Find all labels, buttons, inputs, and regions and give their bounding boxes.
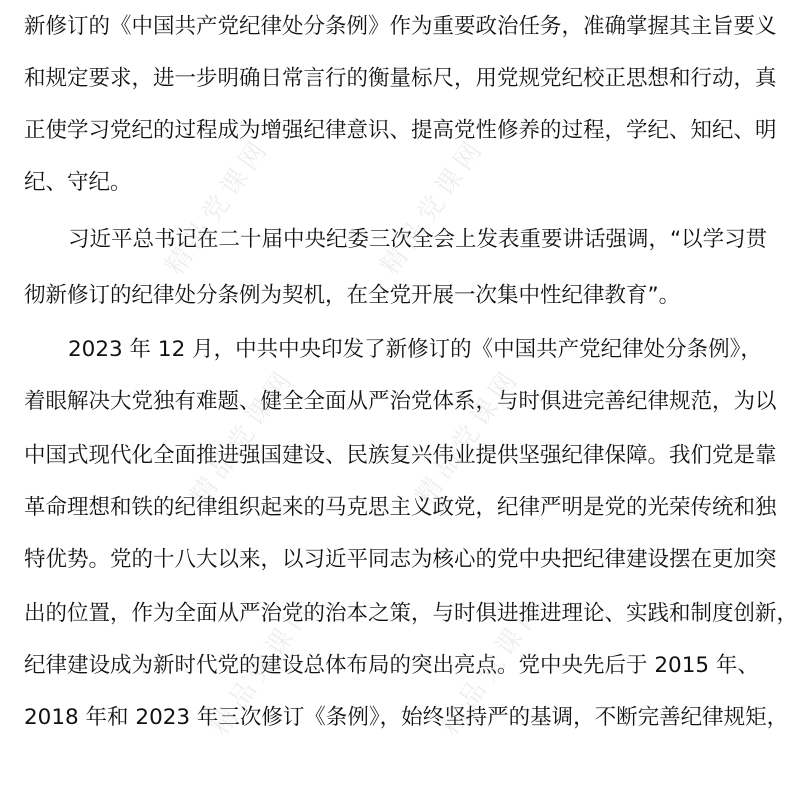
watermark: 精品党课网: [184, 362, 302, 511]
text-line: 2018 年和 2023 年三次修订《条例》，始终坚持严的基调，不断完善纪律规矩，: [24, 705, 789, 730]
text-line: 出的位置，作为全面从严治党的治本之策，与时俱进推进理论、实践和制度创新，: [24, 601, 799, 626]
watermark: 精品党课网: [409, 362, 527, 511]
text-line: 纪律建设成为新时代党的建设总体布局的突出亮点。党中央先后于 2015 年、: [24, 653, 759, 678]
paragraph-start-line: 2023 年 12 月，中共中央印发了新修订的《中国共产党纪律处分条例》，: [68, 337, 762, 362]
text-line: 正使学习党纪的过程成为增强纪律意识、提高党性修养的过程，学纪、知纪、明: [24, 118, 777, 143]
text-line: 新修订的《中国共产党纪律处分条例》作为重要政治任务，准确掌握其主旨要义: [24, 14, 777, 39]
text-line: 革命理想和铁的纪律组织起来的马克思主义政党，纪律严明是党的光荣传统和独: [24, 495, 777, 520]
text-line: 中国式现代化全面推进强国建设、民族复兴伟业提供坚强纪律保障。我们党是靠: [24, 443, 777, 468]
watermark: 精品党课网: [434, 592, 552, 741]
text-line: 着眼解决大党独有难题、健全全面从严治党体系，与时俱进完善纪律规范，为以: [24, 389, 777, 414]
watermark: 精品党课网: [374, 132, 492, 281]
text-line: 特优势。党的十八大以来，以习近平同志为核心的党中央把纪律建设摆在更加突: [24, 547, 777, 572]
text-line: 彻新修订的纪律处分条例为契机，在全党开展一次集中性纪律教育”。: [24, 283, 681, 308]
watermark: 精品党课网: [159, 132, 277, 281]
text-line: 和规定要求，进一步明确日常言行的衡量标尺，用党规党纪校正思想和行动，真: [24, 66, 777, 91]
watermark: 精品党课网: [204, 592, 322, 741]
paragraph-start-line: 习近平总书记在二十届中央纪委三次全会上发表重要讲话强调，“以学习贯: [68, 227, 768, 252]
text-line: 纪、守纪。: [24, 170, 132, 195]
